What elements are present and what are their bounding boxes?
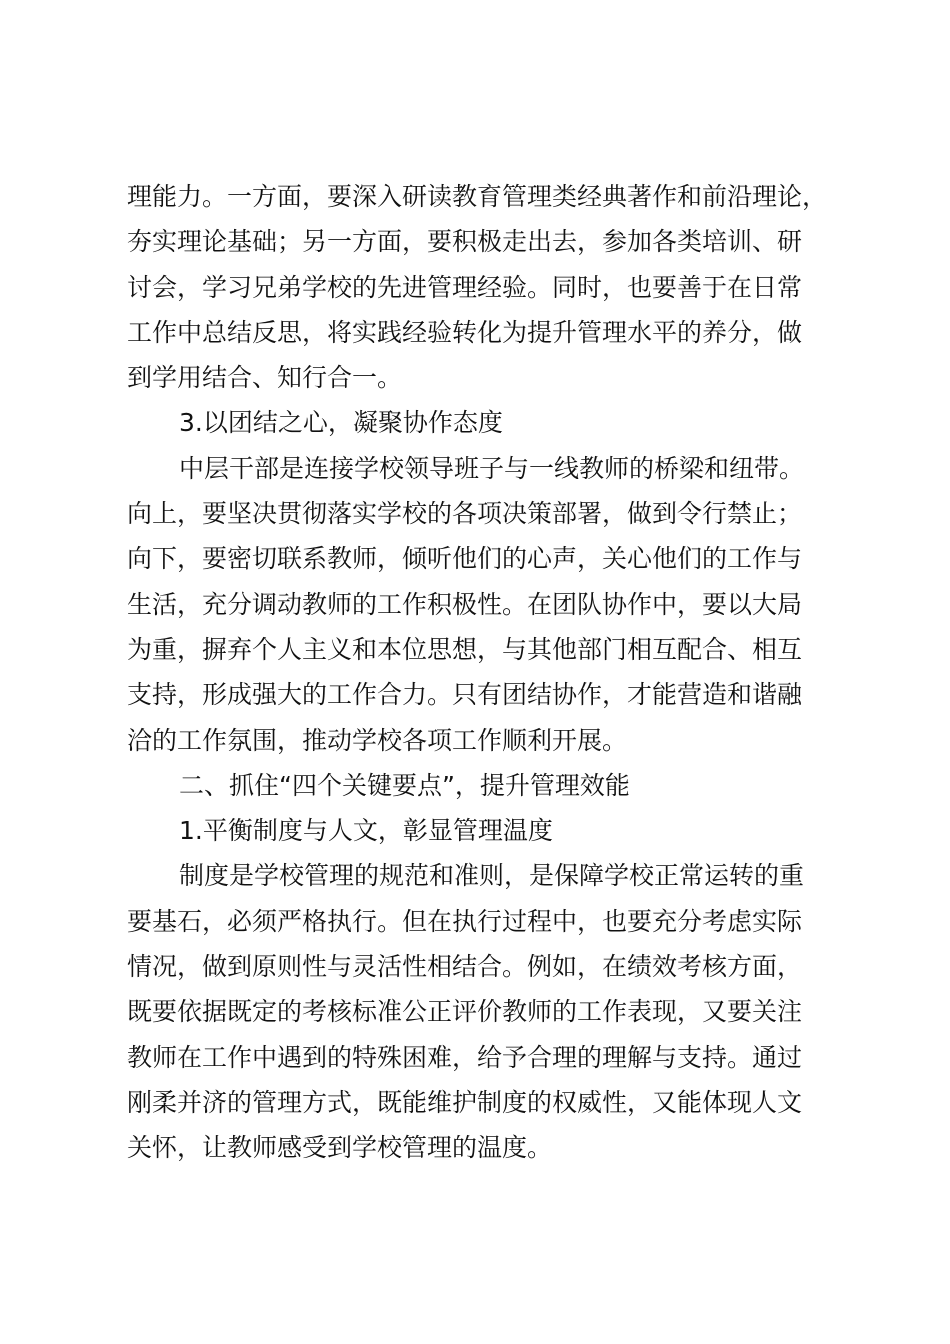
text-line: 制度是学校管理的规范和准则，是保障学校正常运转的重 xyxy=(179,861,805,891)
text-line: 3.以团结之心，凝聚协作态度 xyxy=(179,408,503,438)
text-line: 关怀，让教师感受到学校管理的温度。 xyxy=(127,1133,553,1163)
text-line: 洽的工作氛围，推动学校各项工作顺利开展。 xyxy=(127,725,628,755)
text-line: 二、抓住“四个关键要点”，提升管理效能 xyxy=(179,770,630,800)
text-line: 1.平衡制度与人文，彰显管理温度 xyxy=(179,816,553,846)
text-line: 夯实理论基础；另一方面，要积极走出去，参加各类培训、研 xyxy=(127,227,803,257)
text-line: 生活，充分调动教师的工作积极性。在团队协作中，要以大局 xyxy=(127,589,803,619)
text-line: 刚柔并济的管理方式，既能维护制度的权威性，又能体现人文 xyxy=(127,1087,803,1117)
text-line: 情况，做到原则性与灵活性相结合。例如，在绩效考核方面， xyxy=(127,952,803,982)
text-line: 支持，形成强大的工作合力。只有团结协作，才能营造和谐融 xyxy=(127,680,803,710)
text-line: 向下，要密切联系教师，倾听他们的心声，关心他们的工作与 xyxy=(127,544,803,574)
body-text xyxy=(127,174,843,1171)
text-line: 工作中总结反思，将实践经验转化为提升管理水平的养分，做 xyxy=(127,317,803,347)
text-line: 向上，要坚决贯彻落实学校的各项决策部署，做到令行禁止； xyxy=(127,499,803,529)
text-line: 中层干部是连接学校领导班子与一线教师的桥梁和纽带。 xyxy=(179,453,805,483)
text-line: 要基石，必须严格执行。但在执行过程中，也要充分考虑实际 xyxy=(127,906,803,936)
text-line: 到学用结合、知行合一。 xyxy=(127,363,403,393)
text-line: 既要依据既定的考核标准公正评价教师的工作表现，又要关注 xyxy=(127,997,803,1027)
text-line: 理能力。一方面，要深入研读教育管理类经典著作和前沿理论， xyxy=(127,182,828,211)
text-line: 为重，摒弃个人主义和本位思想，与其他部门相互配合、相互 xyxy=(127,634,803,664)
text-line: 讨会，学习兄弟学校的先进管理经验。同时，也要善于在日常 xyxy=(127,272,803,302)
text-line: 教师在工作中遇到的特殊困难，给予合理的理解与支持。通过 xyxy=(127,1042,803,1072)
